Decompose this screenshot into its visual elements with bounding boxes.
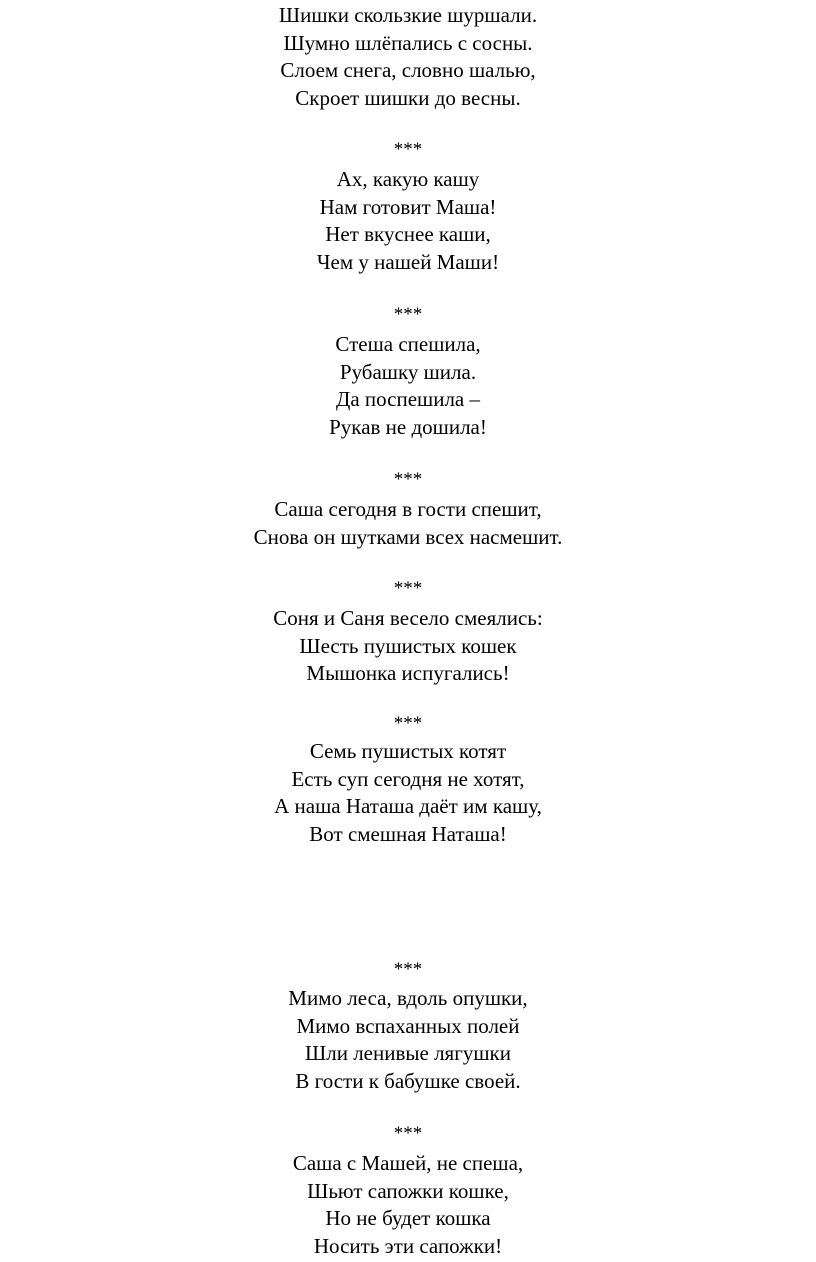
poem-line: Чем у нашей Маши! bbox=[316, 249, 500, 274]
poem-line: Вот смешная Наташа! bbox=[309, 821, 507, 846]
stanza-separator: *** bbox=[393, 469, 423, 490]
stanza-separator: *** bbox=[393, 139, 423, 160]
poem-line: В гости к бабушке своей. bbox=[295, 1068, 521, 1093]
poem-line: Но не будет кошка bbox=[325, 1206, 491, 1230]
stanza-6 bbox=[0, 738, 816, 848]
stanza-4 bbox=[0, 496, 816, 551]
stanza-5 bbox=[0, 605, 816, 688]
stanza-3 bbox=[0, 331, 816, 441]
stanza-8 bbox=[0, 1150, 816, 1260]
poem-line: Рубашку шила. bbox=[339, 359, 477, 384]
poem-line: Саша с Машей, не спеша, bbox=[292, 1151, 524, 1175]
poem-line: Снова он шутками всех насмешит. bbox=[253, 524, 563, 549]
stanza-separator: *** bbox=[393, 304, 423, 325]
poem-line: А наша Наташа даёт им кашу, bbox=[274, 794, 542, 818]
poem-line: Слоем снега, словно шалью, bbox=[280, 58, 536, 82]
poem-line: Мимо леса, вдоль опушки, bbox=[288, 986, 528, 1010]
poem-line: Скроет шишки до весны. bbox=[295, 85, 521, 110]
poem-line: Носить эти сапожки! bbox=[313, 1233, 503, 1258]
poem-line: Шли ленивые лягушки bbox=[305, 1041, 511, 1065]
stanza-separator: *** bbox=[393, 713, 423, 734]
stanza-1 bbox=[0, 2, 816, 112]
poem-line: Мышонка испугались! bbox=[306, 661, 510, 685]
poem-line: Стеша спешила, bbox=[335, 332, 481, 356]
poem-line: Рукав не дошила! bbox=[329, 414, 487, 439]
stanza-separator: *** bbox=[393, 1123, 423, 1144]
stanza-2 bbox=[0, 166, 816, 276]
poem-line: Семь пушистых котят bbox=[309, 739, 507, 763]
poem-line: Саша сегодня в гости спешит, bbox=[274, 497, 542, 521]
poem-line: Шьют сапожки кошке, bbox=[307, 1178, 509, 1203]
poem-line: Шумно шлёпались с сосны. bbox=[283, 30, 533, 55]
stanza-7 bbox=[0, 985, 816, 1095]
poem-line: Нет вкуснее каши, bbox=[325, 222, 491, 246]
stanza-separator: *** bbox=[393, 578, 423, 599]
poem-line: Нам готовит Маша! bbox=[319, 194, 497, 219]
poem-line: Шишки скользкие шуршали. bbox=[278, 3, 538, 27]
poem-line: Соня и Саня весело смеялись: bbox=[273, 606, 543, 630]
poem-line: Есть суп сегодня не хотят, bbox=[291, 766, 525, 791]
stanza-separator: *** bbox=[393, 959, 423, 980]
poem-line: Шесть пушистых кошек bbox=[299, 633, 517, 658]
poem-line: Ах, какую кашу bbox=[336, 167, 480, 191]
poem-line: Мимо вспаханных полей bbox=[296, 1013, 520, 1038]
poem-line: Да поспешила – bbox=[336, 387, 480, 411]
